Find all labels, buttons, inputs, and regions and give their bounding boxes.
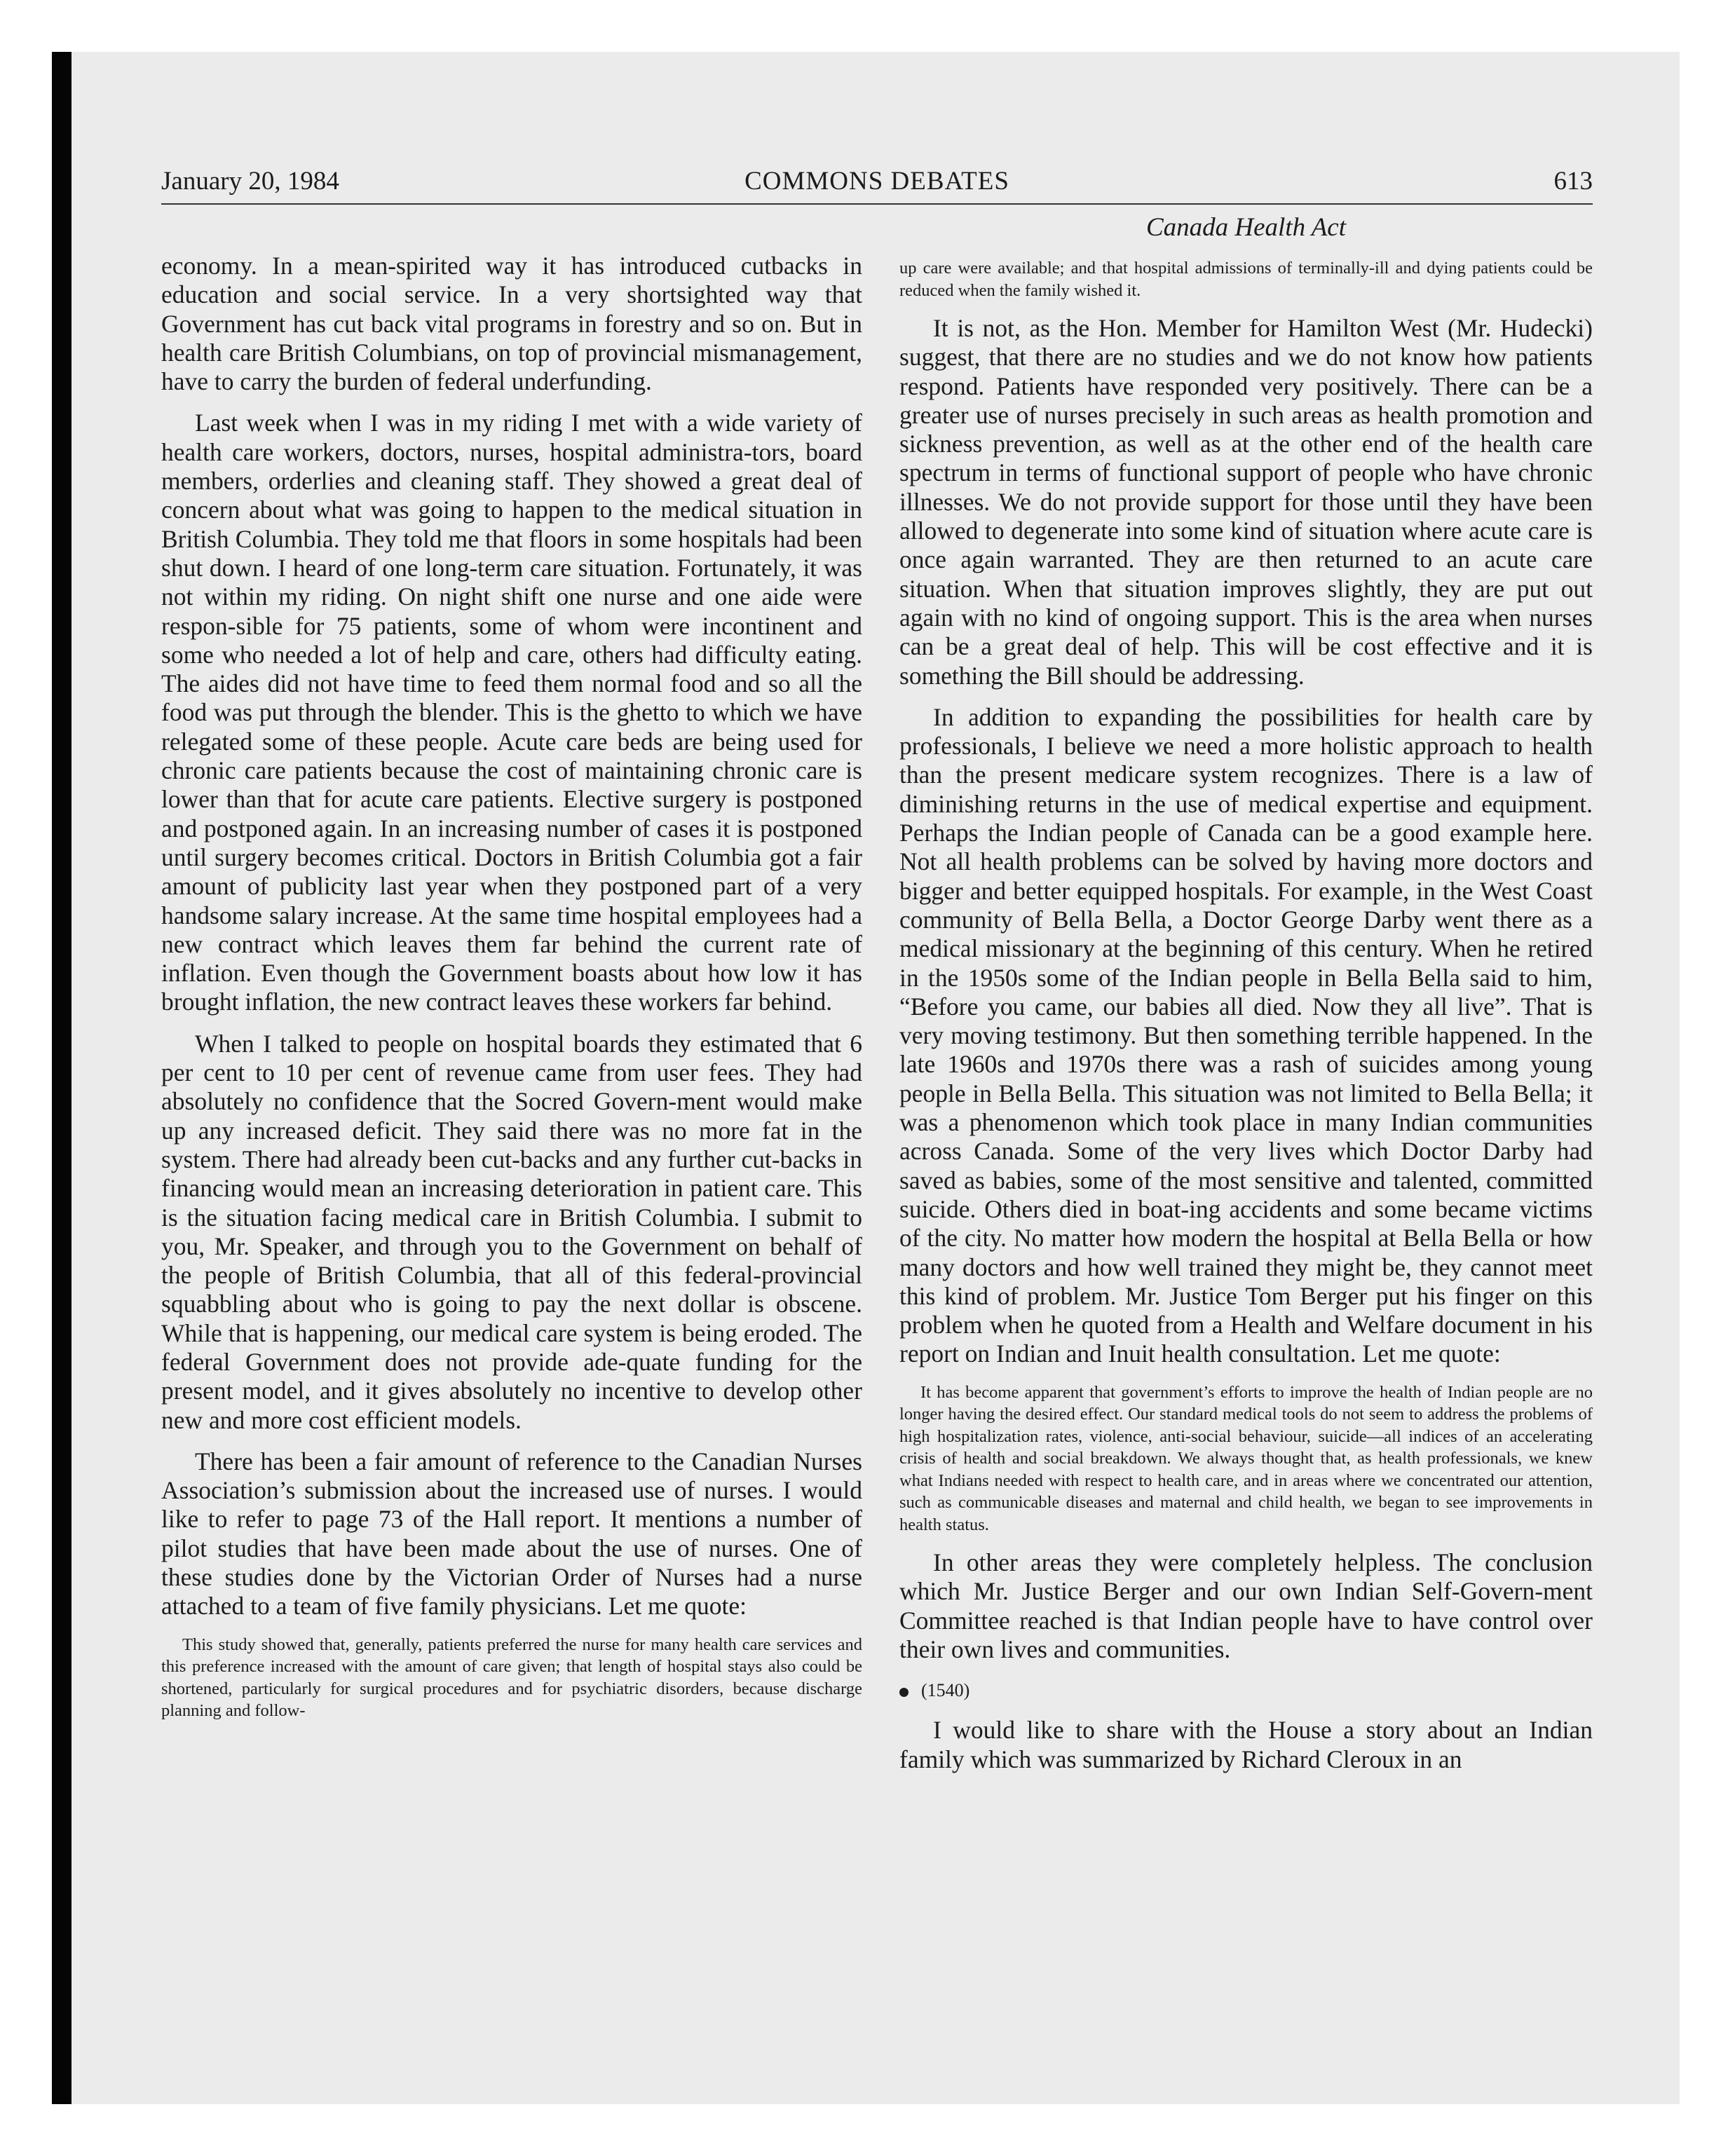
bullet-icon bbox=[899, 1688, 909, 1697]
page-header bbox=[161, 164, 1593, 205]
block-quote: This study showed that, generally, patients preferred the nurse for many health care services and this preference increased with the amount of care given; that length of hospital stays also could be shortened, particularly for surgical procedures and for psychiatric disorders, because discharge planning and follow- bbox=[161, 1635, 862, 1721]
paragraph: In other areas they were completely helpless. The conclusion which Mr. Justice Berger and our own Indian Self-Govern-ment Committee reached is that Indian people have to have control over their own lives and communities. bbox=[899, 1548, 1593, 1664]
block-quote: It has become apparent that government’s efforts to improve the health of Indian people are no longer having the desired effect. Our standard medical tools do not seem to address the problems of high hospitalization rates, violence, anti-social behaviour, suicide—all indices of an accelerating crisis of health and social breakdown. We always thought that, as health professionals, we knew what Indians needed with respect to health care, and in areas where we concentrated our attention, such as communicable diseases and maternal and child health, we began to see improvements in health status. bbox=[899, 1382, 1593, 1534]
paragraph: Last week when I was in my riding I met with a wide variety of health care workers, doctors, nurses, hospital administra-tors, board members, orderlies and cleaning staff. They showed a great deal of concern about what was going to happen to the medical situation in British Columbia. They told me that floors in some hospitals had been shut down. I heard of one long-term care situation. Fortunately, it was not within my riding. On night shift one nurse and one aide were respon-sible for 75 patients, some of whom were incontinent and some who needed a lot of help and care, others had difficulty eating. The aides did not have time to feed them normal food and so all the food was put through the blender. This is the ghetto to which we have relegated some of these people. Acute care beds are being used for chronic care patients because the cost of maintaining chronic care is lower than that for acute care patients. Elective surgery is postponed and postponed again. In an increasing number of cases it is postponed until surgery becomes critical. Doctors in British Columbia got a fair amount of publicity last year when they postponed part of a very handsome salary increase. At the same time hospital employees had a new contract which leaves them far behind the current rate of inflation. Even though the Government boasts about how low it has brought inflation, the new contract leaves these workers far behind. bbox=[161, 409, 862, 1016]
right-column bbox=[899, 257, 1593, 1787]
paragraph: There has been a fair amount of reference to the Canadian Nurses Association’s submission about the increased use of nurses. I would like to refer to page 73 of the Hall report. It mentions a number of pilot studies that have been made about the use of nurses. One of these studies done by the Victorian Order of Nurses had a nurse attached to a team of five family physicians. Let me quote: bbox=[161, 1447, 862, 1621]
paragraph: In addition to expanding the possibilities for health care by professionals, I believe we need a more holistic approach to health than the present medicare system recognizes. There is a law of diminishing returns in the use of medical expertise and equipment. Perhaps the Indian people of Canada can be a good example here. Not all health problems can be solved by having more doctors and bigger and better equipped hospitals. For example, in the West Coast community of Bella Bella, a Doctor George Darby went there as a medical missionary at the beginning of this century. When he retired in the 1950s some of the Indian people in Bella Bella said to him, “Before you came, our babies all died. Now they all live”. That is very moving testimony. But then something terrible happened. In the late 1960s and 1970s there was a rash of suicides among young people in Bella Bella. This situation was not limited to Bella Bella; it was a phenomenon which took place in many Indian communities across Canada. Some of the very lives which Doctor Darby had saved as babies, some of the most sensitive and talented, committed suicide. Others died in boat-ing accidents and some became victims of the city. No matter how modern the hospital at Bella Bella or how many doctors and how well trained they might be, they cannot meet this kind of problem. Mr. Justice Tom Berger put his finger on this problem when he quoted from a Health and Welfare document in his report on Indian and Inuit health consultation. Let me quote: bbox=[899, 702, 1593, 1368]
paragraph: I would like to share with the House a story about an Indian family which was summarized by Richard Cleroux in an bbox=[899, 1716, 1593, 1773]
header-title: COMMONS DEBATES bbox=[744, 167, 1009, 196]
binding-edge bbox=[52, 52, 72, 2104]
left-column bbox=[161, 252, 862, 1735]
header-date: January 20, 1984 bbox=[161, 167, 339, 196]
running-head: Canada Health Act bbox=[1145, 213, 1346, 242]
page-number: 613 bbox=[1553, 167, 1593, 196]
block-quote-continued: up care were available; and that hospital admissions of terminally-ill and dying patients could be reduced when the family wished it. bbox=[899, 259, 1593, 300]
paragraph: It is not, as the Hon. Member for Hamilton West (Mr. Hudecki) suggest, that there are no studies and we do not know how patients respond. Patients have responded very positively. There can be a greater use of nurses precisely in such areas as health promotion and sickness prevention, as well as at the other end of the health care spectrum in terms of functional support of people who have chronic illnesses. We do not provide support for those until they have been allowed to degenerate into some kind of situation where acute care is once again warranted. They are then returned to an acute care situation. When that situation improves slightly, they are put out again with no kind of ongoing support. This is the area when nurses can be a great deal of help. This will be cost effective and it is something the Bill should be addressing. bbox=[899, 314, 1593, 690]
paragraph: When I talked to people on hospital boards they estimated that 6 per cent to 10 per cent of revenue came from user fees. They had absolutely no confidence that the Socred Govern-ment would make up any increased deficit. They said there was no more fat in the system. There had already been cut-backs and any further cut-backs in financing would mean an increasing deterioration in patient care. This is the situation facing medical care in British Columbia. I submit to you, Mr. Speaker, and through you to the Government on behalf of the people of British Columbia, that all of this federal-provincial squabbling about who is going to pay the next dollar is obscene. While that is happening, our medical care system is being eroded. The federal Government does not provide ade-quate funding for the present model, and it gives absolutely no incentive to develop other new and more cost efficient models. bbox=[161, 1029, 862, 1434]
time-marker-text: (1540) bbox=[921, 1680, 970, 1701]
time-marker bbox=[899, 1677, 1593, 1705]
paragraph: economy. In a mean-spirited way it has introduced cutbacks in education and social service. In a very shortsighted way that Government has cut back vital programs in forestry and so on. But in health care British Columbians, on top of provincial mismanagement, have to carry the burden of federal underfunding. bbox=[161, 252, 862, 396]
